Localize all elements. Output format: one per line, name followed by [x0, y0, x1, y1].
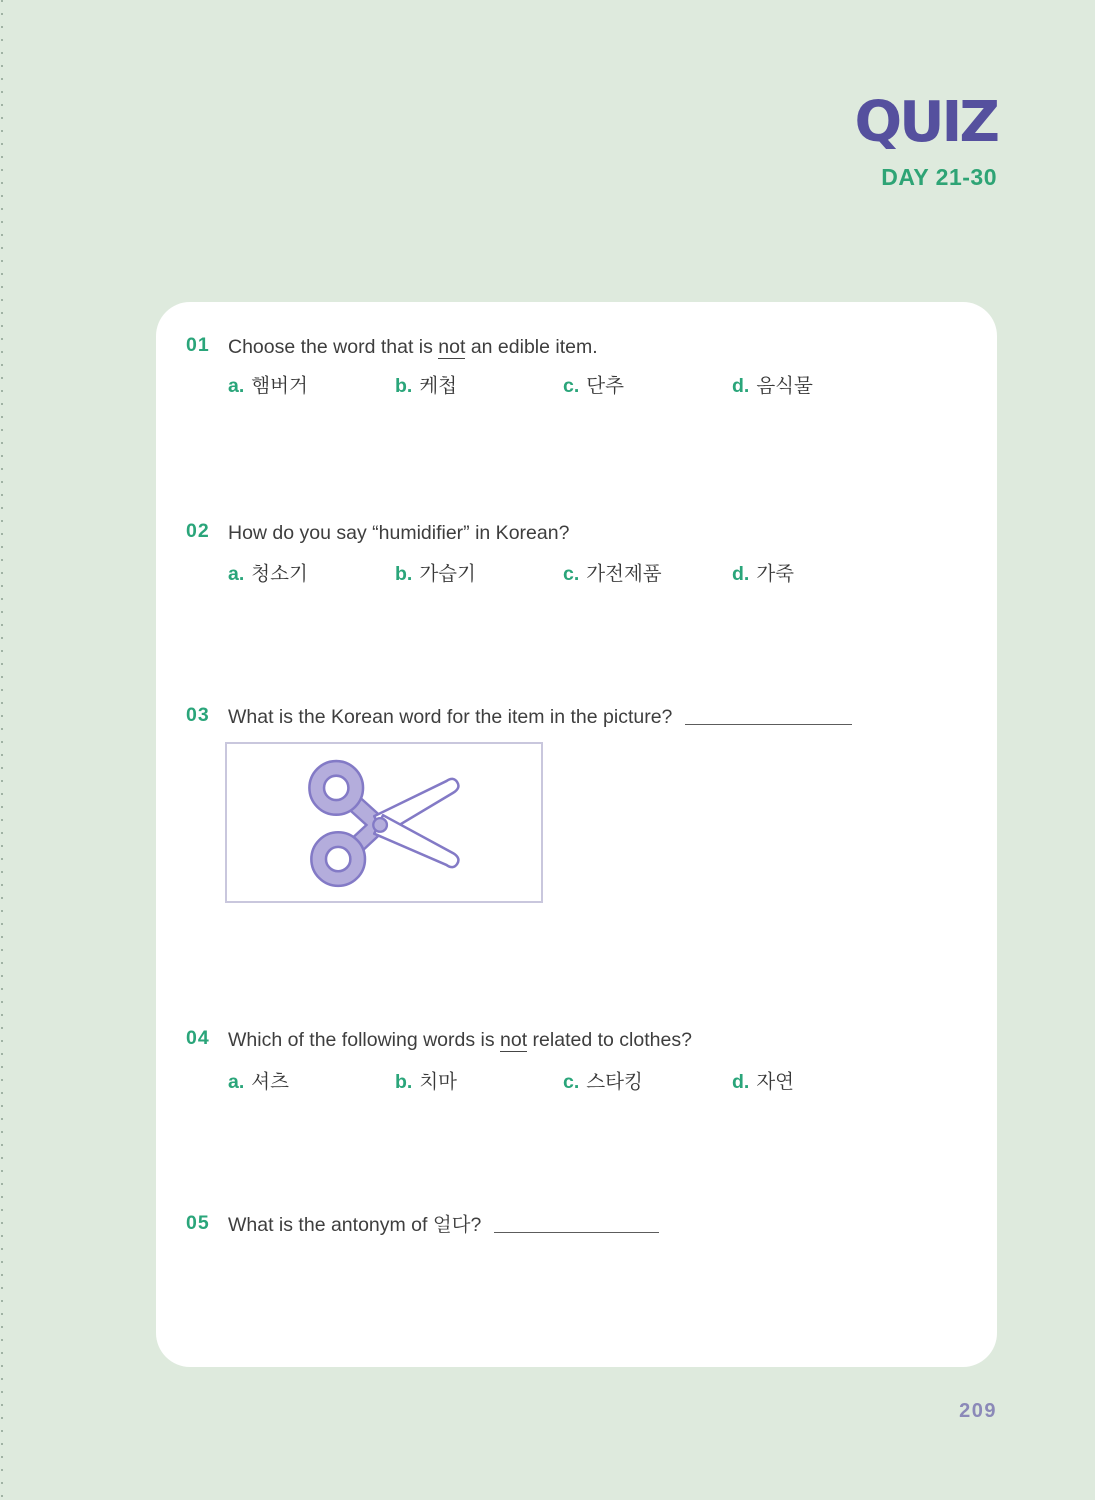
- question-number: 03: [186, 704, 210, 726]
- option-letter: c.: [563, 1071, 580, 1093]
- option-letter: d.: [732, 563, 750, 585]
- option-text: 음식물: [756, 375, 813, 397]
- page-header: [854, 90, 997, 191]
- option-letter: a.: [228, 1071, 245, 1093]
- option-text: 가전제품: [586, 563, 662, 585]
- underlined-word: not: [500, 1029, 528, 1051]
- question-text: [228, 334, 981, 361]
- question-02-options: [156, 558, 997, 590]
- quiz-day-range: DAY 21-30: [881, 164, 997, 190]
- question-text-part: an edible item.: [465, 336, 598, 358]
- option-c: [563, 558, 662, 586]
- option-letter: a.: [228, 375, 245, 397]
- scissors-icon: [227, 744, 541, 901]
- option-text: 가죽: [756, 563, 795, 585]
- question-text: [228, 1212, 981, 1239]
- option-d: [732, 1066, 794, 1094]
- question-text: [228, 704, 981, 731]
- option-text: 치마: [419, 1071, 458, 1093]
- quiz-title: QUIZ: [854, 90, 997, 155]
- option-d: [732, 370, 813, 398]
- option-letter: b.: [395, 375, 413, 397]
- option-text: 자연: [756, 1071, 795, 1093]
- option-b: [395, 558, 476, 586]
- option-c: [563, 1066, 643, 1094]
- option-letter: b.: [395, 1071, 413, 1093]
- option-letter: a.: [228, 563, 245, 585]
- question-number: 02: [186, 520, 210, 542]
- answer-blank: [494, 1216, 659, 1233]
- underlined-word: not: [438, 336, 466, 358]
- question-text-part: What is the Korean word for the item in the picture?: [228, 706, 673, 728]
- option-letter: c.: [563, 563, 580, 585]
- question-01: [156, 334, 997, 366]
- question-05: [156, 1212, 997, 1244]
- question-04-options: [156, 1066, 997, 1098]
- page-edge-ticks: [1, 0, 3, 1500]
- option-a: [228, 370, 308, 398]
- quiz-card: [156, 302, 997, 1367]
- question-number: 05: [186, 1212, 210, 1234]
- question-text-part: Which of the following words is: [228, 1029, 501, 1051]
- question-text-part: related to clothes?: [527, 1029, 692, 1051]
- option-d: [732, 558, 794, 586]
- question-text: [228, 1027, 981, 1054]
- question-03-picture-box: [225, 742, 543, 903]
- option-text: 가습기: [419, 563, 476, 585]
- page-number: 209: [959, 1400, 997, 1422]
- question-01-options: [156, 370, 997, 402]
- option-text: 햄버거: [251, 375, 308, 397]
- option-a: [228, 558, 308, 586]
- question-02: [156, 520, 997, 552]
- answer-blank: [685, 708, 852, 725]
- question-number: 01: [186, 334, 210, 356]
- option-text: 셔츠: [251, 1071, 289, 1093]
- option-text: 청소기: [251, 563, 308, 585]
- question-03: [156, 704, 997, 736]
- question-number: 04: [186, 1027, 210, 1049]
- question-text-part: How do you say “humidifier” in Korean?: [228, 522, 570, 544]
- option-letter: c.: [563, 375, 580, 397]
- option-text: 케첩: [419, 375, 458, 397]
- option-letter: d.: [732, 1071, 750, 1093]
- option-letter: d.: [732, 375, 750, 397]
- option-text: 단추: [586, 375, 624, 397]
- option-text: 스타킹: [586, 1071, 643, 1093]
- option-letter: b.: [395, 563, 413, 585]
- question-text-part: Choose the word that is: [228, 336, 439, 358]
- question-text-part: What is the antonym of 얼다?: [228, 1214, 482, 1236]
- question-04: [156, 1027, 997, 1059]
- option-b: [395, 1066, 457, 1094]
- option-b: [395, 370, 457, 398]
- option-c: [563, 370, 624, 398]
- option-a: [228, 1066, 289, 1094]
- question-text: [228, 520, 981, 547]
